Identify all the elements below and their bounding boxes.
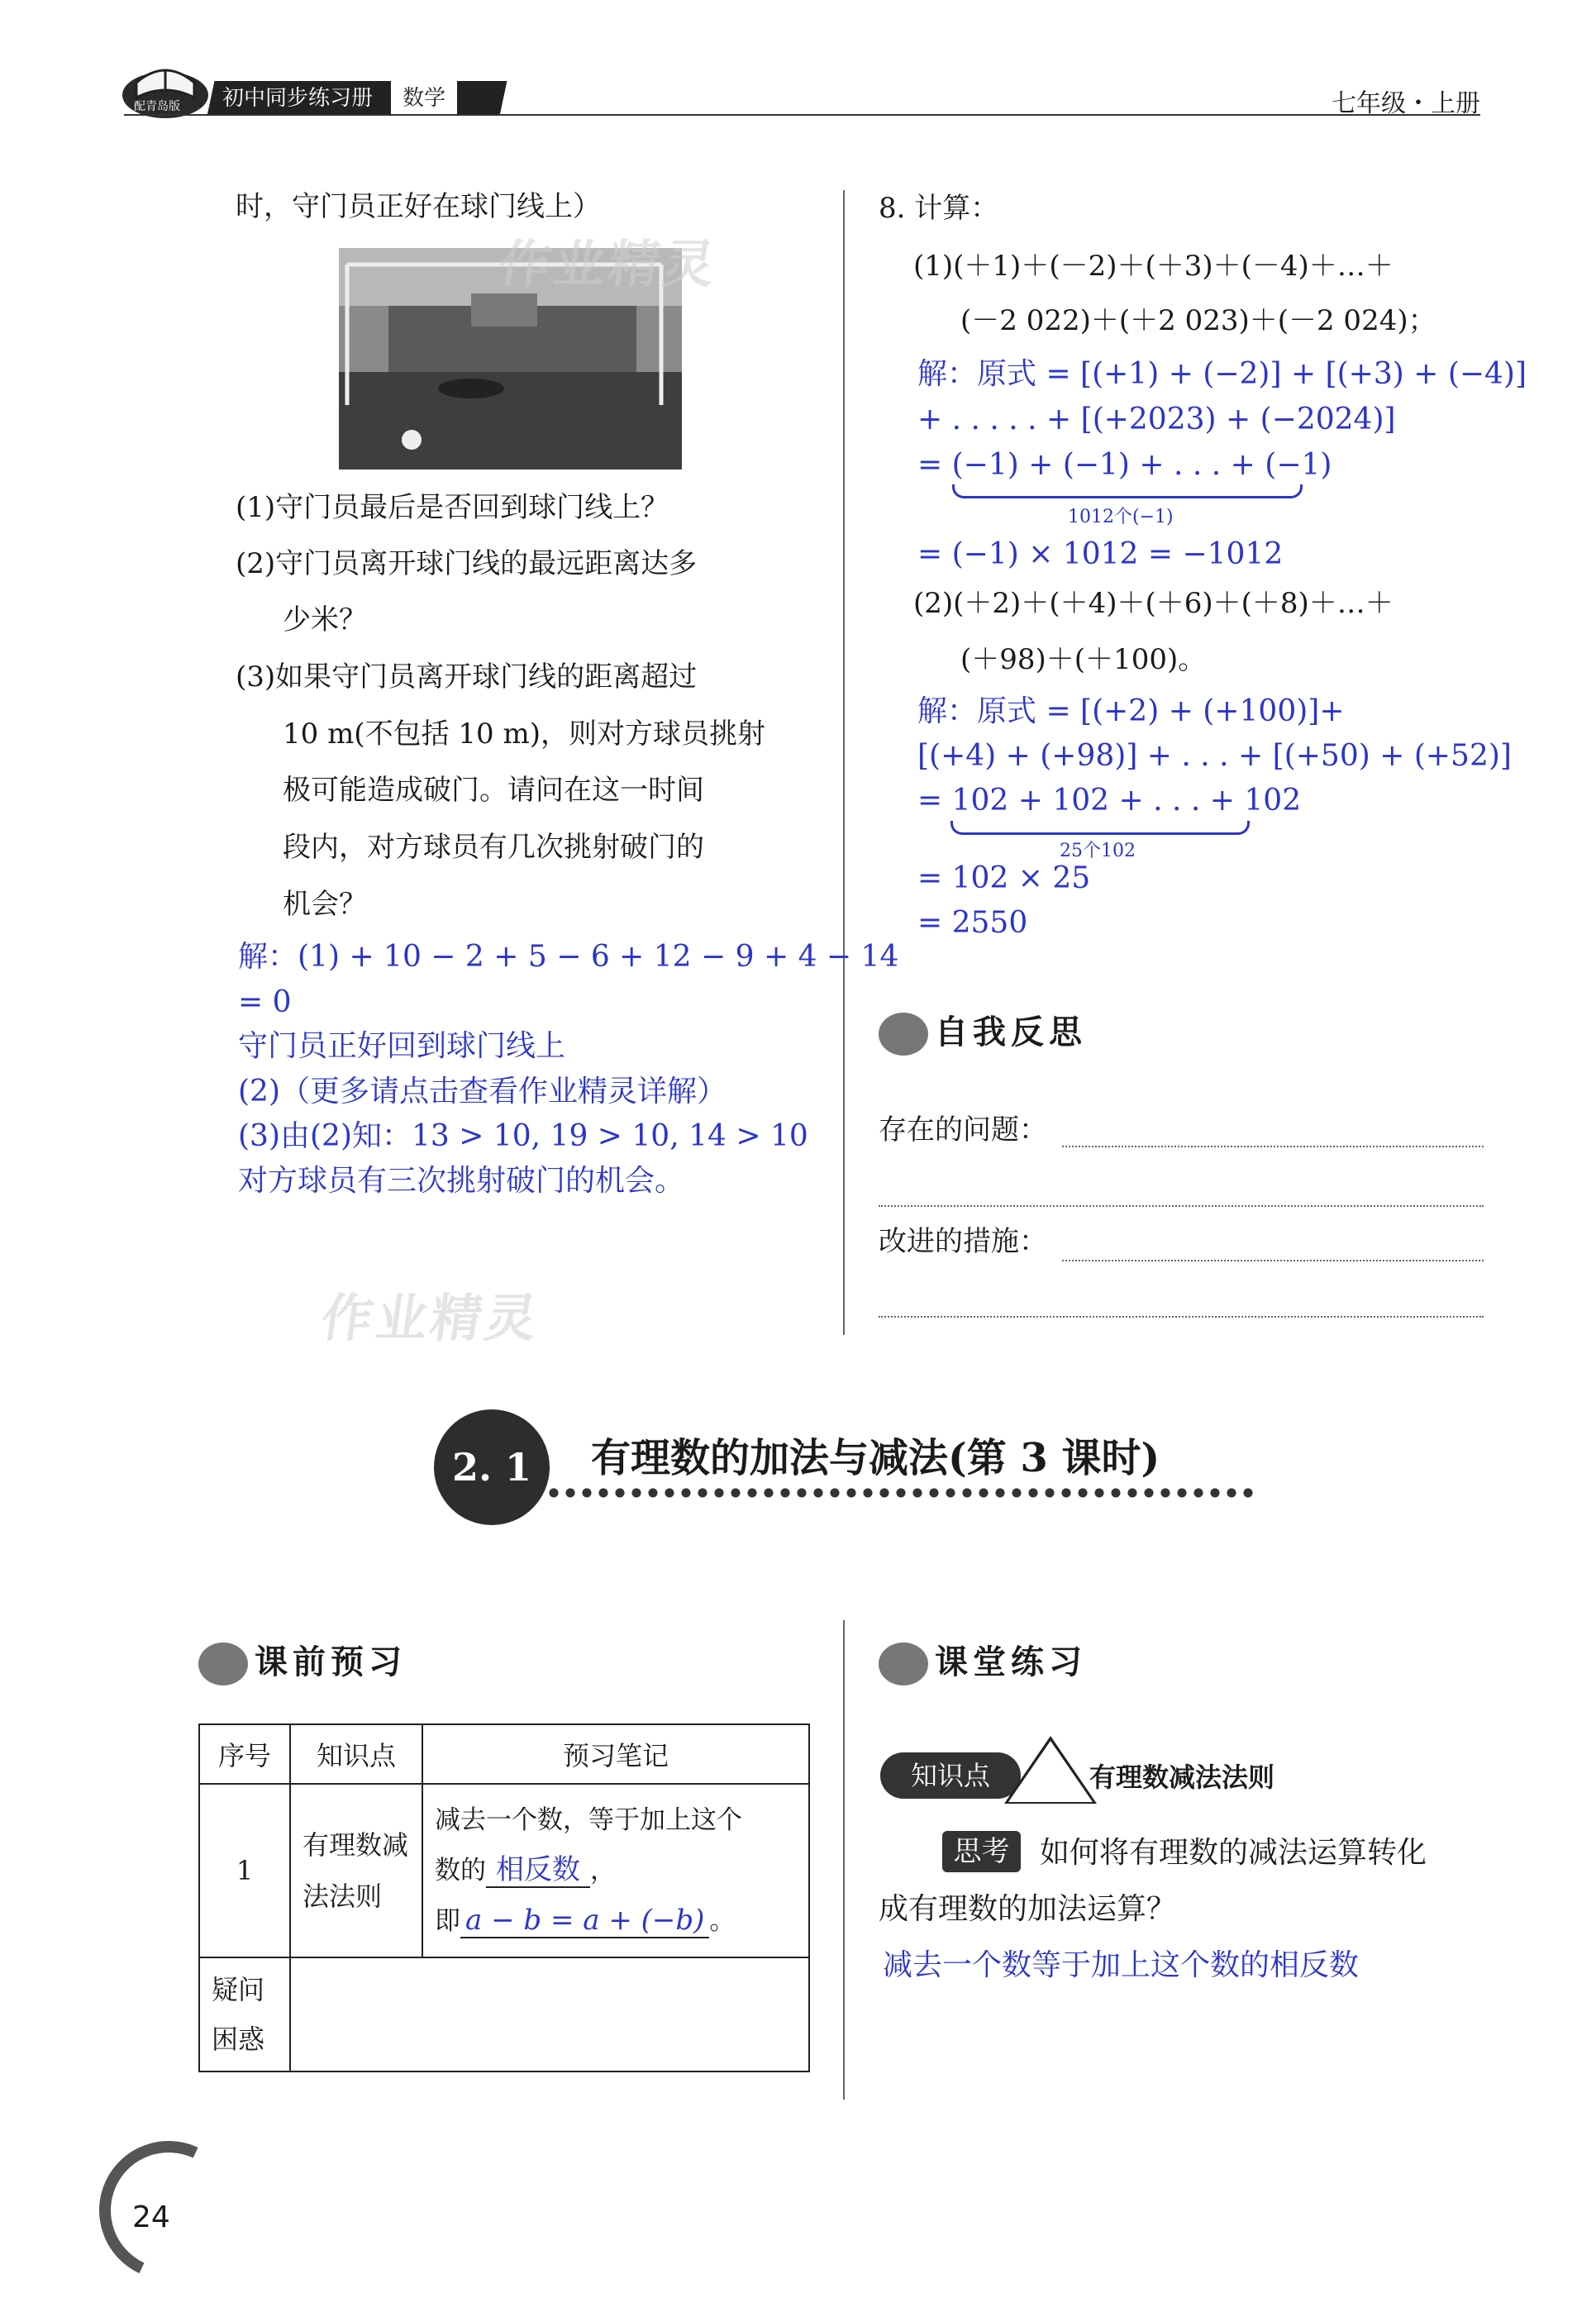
question-3-line3: 极可能造成破门。请问在这一时间 (283, 774, 704, 807)
column-divider-top (843, 190, 845, 1335)
row-notes (422, 1784, 809, 1957)
stopwatch-icon (879, 1642, 928, 1685)
preview-title: 课前预习 (255, 1643, 407, 1681)
question-3-line5: 机会？ (283, 888, 367, 921)
watermark-top: 作业精灵 (495, 234, 722, 294)
problem-1-line2: (－2 022)＋(＋2 023)＋(－2 024)； (960, 304, 1436, 337)
problem-answer-line-1[interactable] (1062, 1146, 1484, 1147)
section-dotted-rule (545, 1488, 1256, 1498)
header-index: 序号 (199, 1724, 290, 1784)
header-knowledge: 知识点 (290, 1724, 422, 1784)
doubt-label (199, 1957, 290, 2071)
underbrace-2-label: 25个102 (1060, 841, 1136, 861)
grade-label: 七年级・上册 (1332, 89, 1480, 118)
improve-answer-line-1[interactable] (1062, 1260, 1484, 1261)
knowledge-point-title: 有理数减法法则 (1089, 1762, 1275, 1793)
table-row (199, 1784, 809, 1957)
logo-text: 配青岛版 (134, 100, 180, 113)
solution-2-line1: 解：原式 = [(+2) + (+100)]+ (917, 694, 1345, 728)
header-rule (124, 114, 1480, 116)
preview-table (198, 1723, 810, 2072)
column-divider-bottom (843, 1620, 845, 2100)
solution-1-line1: 解：原式 = [(+1) + (−2)] + [(+3) + (−4)] (917, 357, 1527, 391)
solution-1-line4: = (−1) × 1012 = −1012 (917, 537, 1284, 571)
fill-blank-opposite[interactable]: 相反数 (486, 1853, 590, 1888)
problem-2-line2: (＋98)＋(＋100)。 (960, 643, 1207, 676)
subject-label: 数学 (391, 81, 457, 116)
book-title-bar (207, 81, 507, 116)
note-suffix-2: ， (590, 1856, 616, 1886)
section-title: 有理数的加法与减法(第 3 课时) (591, 1435, 1160, 1481)
watermark-bottom: 作业精灵 (317, 1288, 545, 1348)
think-answer: 减去一个数等于加上这个数的相反数 (883, 1948, 1360, 1982)
note-prefix-3: 即 (435, 1906, 460, 1936)
solution-2-line2: [(+4) + (+98)] + . . . + [(+50) + (+52)] (917, 739, 1512, 773)
book-title: 初中同步练习册 (222, 86, 374, 111)
triangle-icon-inner (1008, 1741, 1093, 1802)
table-doubt-row (199, 1957, 809, 2071)
underbrace-2 (950, 821, 1250, 835)
tree-book-icon (879, 1013, 928, 1056)
intro-line: 时，守门员正好在球门线上） (236, 190, 601, 223)
doubt-input-cell[interactable] (290, 1957, 809, 2071)
fill-blank-formula[interactable]: a − b = a + (−b) (460, 1904, 709, 1938)
doubt-line1: 疑问 (212, 1974, 265, 2005)
answer-line5: (3)由(2)知：13 > 10, 19 > 10, 14 > 10 (238, 1119, 808, 1153)
doubt-line2: 困惑 (212, 2024, 265, 2055)
note-suffix-3: 。 (709, 1906, 736, 1936)
note-line3 (435, 1895, 797, 1946)
question-3-line2: 10 m(不包括 10 m)，则对方球员挑射 (283, 718, 765, 751)
problem-answer-line-2[interactable] (879, 1205, 1484, 1207)
question-2-line2: 少米？ (283, 603, 367, 636)
knowledge-line2: 法法则 (303, 1881, 383, 1912)
question-2-line1: (2)守门员离开球门线的最远距离达多 (236, 547, 698, 580)
row-knowledge (290, 1784, 422, 1957)
improve-answer-line-2[interactable] (879, 1316, 1484, 1318)
book-stack-icon (198, 1642, 248, 1685)
practice-heading (879, 1637, 1087, 1688)
header-notes: 预习笔记 (422, 1724, 809, 1784)
improve-label: 改进的措施： (879, 1225, 1047, 1258)
solution-2-line5: = 2550 (917, 906, 1028, 940)
note-prefix-2: 数的 (435, 1856, 486, 1886)
table-header-row (199, 1724, 809, 1784)
question-8: 8. 计算： (879, 192, 999, 225)
page-number: 24 (132, 2200, 170, 2234)
question-1: (1)守门员最后是否回到球门线上？ (236, 491, 669, 524)
solution-1-line2: + . . . . . + [(+2023) + (−2024)] (917, 403, 1396, 436)
preview-heading (198, 1637, 407, 1688)
reflection-heading (879, 1007, 1087, 1058)
reflection-title: 自我反思 (935, 1013, 1087, 1051)
answer-line1: 解：(1) + 10 − 2 + 5 − 6 + 12 − 9 + 4 − 14 (238, 940, 899, 974)
problem-2-line1: (2)(＋2)＋(＋4)＋(＋6)＋(＋8)＋…＋ (913, 587, 1394, 620)
question-3-line4: 段内，对方球员有几次挑射破门的 (283, 831, 704, 864)
answer-line6: 对方球员有三次挑射破门的机会。 (238, 1164, 685, 1198)
knowledge-line1: 有理数减 (303, 1829, 409, 1861)
answer-line2: = 0 (238, 985, 292, 1019)
answer-line4: (2)（更多请点击查看作业精灵详解） (238, 1075, 727, 1108)
problem-1-line1: (1)(＋1)＋(－2)＋(＋3)＋(－4)＋…＋ (913, 250, 1394, 283)
note-line2 (435, 1845, 797, 1895)
knowledge-point-badge: 知识点 (880, 1752, 1021, 1799)
underbrace-1 (952, 484, 1303, 498)
answer-line3: 守门员正好回到球门线上 (238, 1029, 566, 1063)
practice-title: 课堂练习 (935, 1643, 1087, 1681)
solution-2-line4: = 102 × 25 (917, 861, 1091, 895)
think-question-line1: 如何将有理数的减法运算转化 (1040, 1836, 1427, 1870)
solution-2-line3: = 102 + 102 + . . . + 102 (917, 784, 1302, 818)
solution-1-line3: = (−1) + (−1) + . . . + (−1) (917, 448, 1332, 482)
section-number: 2. 1 (434, 1409, 550, 1525)
problem-label: 存在的问题： (879, 1113, 1047, 1147)
think-question-line2: 成有理数的加法运算？ (879, 1892, 1177, 1926)
note-line1: 减去一个数，等于加上这个 (435, 1805, 742, 1835)
think-badge: 思考 (942, 1831, 1021, 1872)
question-3-line1: (3)如果守门员离开球门线的距离超过 (236, 660, 698, 694)
underbrace-1-label: 1012个(−1) (1068, 507, 1174, 527)
row-index: 1 (199, 1784, 290, 1957)
